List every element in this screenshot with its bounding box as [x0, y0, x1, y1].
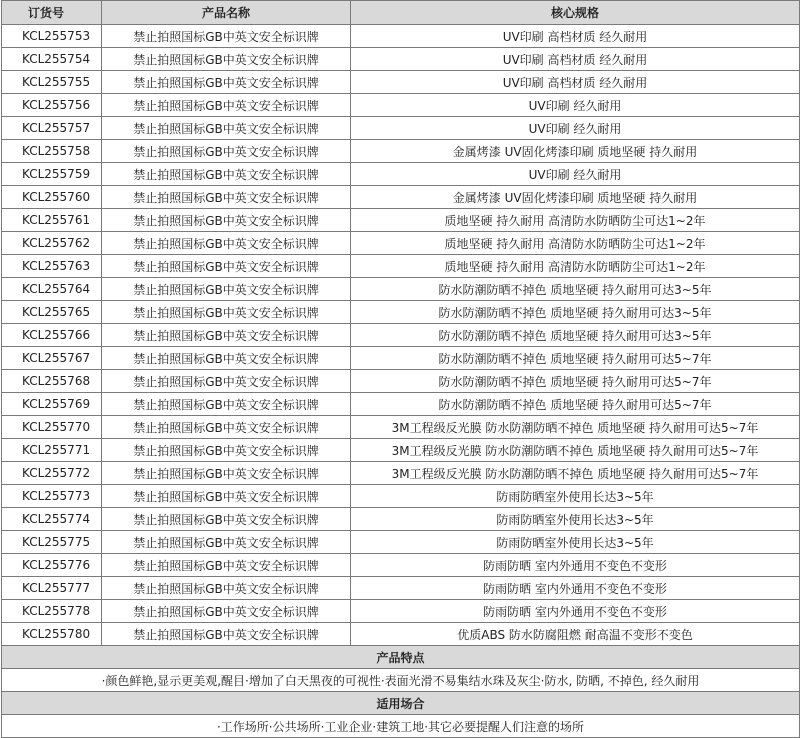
usage-title-row [2, 692, 800, 715]
cell-spec: UV印刷 经久耐用 [351, 94, 800, 117]
header-code: 订货号 [2, 1, 102, 25]
table-row [2, 94, 800, 117]
cell-code: KCL255761 [2, 209, 102, 232]
table-row [2, 623, 800, 646]
cell-name: 禁止拍照国标GB中英文安全标识牌 [102, 508, 351, 531]
cell-spec: 防水防潮防晒不掉色 质地坚硬 持久耐用可达3~5年 [351, 278, 800, 301]
cell-spec: 防水防潮防晒不掉色 质地坚硬 持久耐用可达5~7年 [351, 393, 800, 416]
table-row [2, 71, 800, 94]
table-row [2, 209, 800, 232]
cell-code: KCL255768 [2, 370, 102, 393]
cell-code: KCL255771 [2, 439, 102, 462]
cell-spec: 3M工程级反光膜 防水防潮防晒不掉色 质地坚硬 持久耐用可达5~7年 [351, 462, 800, 485]
cell-code: KCL255777 [2, 577, 102, 600]
cell-name: 禁止拍照国标GB中英文安全标识牌 [102, 301, 351, 324]
table-row [2, 163, 800, 186]
cell-spec: 防水防潮防晒不掉色 质地坚硬 持久耐用可达3~5年 [351, 324, 800, 347]
table-row [2, 186, 800, 209]
cell-name: 禁止拍照国标GB中英文安全标识牌 [102, 554, 351, 577]
cell-code: KCL255775 [2, 531, 102, 554]
usage-text-row [2, 715, 800, 738]
usage-text: ·工作场所·公共场所·工业企业·建筑工地·其它必要提醒人们注意的场所 [2, 715, 800, 738]
cell-code: KCL255769 [2, 393, 102, 416]
cell-spec: UV印刷 经久耐用 [351, 117, 800, 140]
cell-name: 禁止拍照国标GB中英文安全标识牌 [102, 623, 351, 646]
cell-spec: 质地坚硬 持久耐用 高清防水防晒防尘可达1~2年 [351, 209, 800, 232]
cell-name: 禁止拍照国标GB中英文安全标识牌 [102, 278, 351, 301]
table-row [2, 439, 800, 462]
table-row [2, 324, 800, 347]
cell-code: KCL255758 [2, 140, 102, 163]
cell-name: 禁止拍照国标GB中英文安全标识牌 [102, 347, 351, 370]
cell-name: 禁止拍照国标GB中英文安全标识牌 [102, 324, 351, 347]
cell-name: 禁止拍照国标GB中英文安全标识牌 [102, 485, 351, 508]
usage-title: 适用场合 [2, 692, 800, 715]
features-text-row [2, 669, 800, 692]
cell-code: KCL255776 [2, 554, 102, 577]
cell-spec: UV印刷 经久耐用 [351, 163, 800, 186]
cell-name: 禁止拍照国标GB中英文安全标识牌 [102, 209, 351, 232]
cell-name: 禁止拍照国标GB中英文安全标识牌 [102, 255, 351, 278]
table-row [2, 117, 800, 140]
cell-name: 禁止拍照国标GB中英文安全标识牌 [102, 94, 351, 117]
cell-spec: 金属烤漆 UV固化烤漆印刷 质地坚硬 持久耐用 [351, 140, 800, 163]
cell-spec: UV印刷 高档材质 经久耐用 [351, 71, 800, 94]
table-row [2, 462, 800, 485]
cell-code: KCL255780 [2, 623, 102, 646]
cell-name: 禁止拍照国标GB中英文安全标识牌 [102, 117, 351, 140]
table-row [2, 393, 800, 416]
table-row [2, 531, 800, 554]
cell-code: KCL255765 [2, 301, 102, 324]
features-title: 产品特点 [2, 646, 800, 669]
table-row [2, 232, 800, 255]
cell-name: 禁止拍照国标GB中英文安全标识牌 [102, 393, 351, 416]
cell-spec: 防雨防晒室外使用长达3~5年 [351, 508, 800, 531]
cell-name: 禁止拍照国标GB中英文安全标识牌 [102, 462, 351, 485]
header-spec: 核心规格 [351, 1, 800, 25]
cell-code: KCL255778 [2, 600, 102, 623]
cell-spec: 防雨防晒 室内外通用不变色不变形 [351, 577, 800, 600]
cell-code: KCL255772 [2, 462, 102, 485]
table-row [2, 577, 800, 600]
cell-spec: UV印刷 高档材质 经久耐用 [351, 25, 800, 48]
cell-spec: 3M工程级反光膜 防水防潮防晒不掉色 质地坚硬 持久耐用可达5~7年 [351, 439, 800, 462]
cell-spec: 防水防潮防晒不掉色 质地坚硬 持久耐用可达5~7年 [351, 370, 800, 393]
cell-code: KCL255756 [2, 94, 102, 117]
table-row [2, 25, 800, 48]
cell-code: KCL255755 [2, 71, 102, 94]
cell-code: KCL255774 [2, 508, 102, 531]
cell-name: 禁止拍照国标GB中英文安全标识牌 [102, 25, 351, 48]
cell-code: KCL255766 [2, 324, 102, 347]
cell-spec: 防雨防晒室外使用长达3~5年 [351, 485, 800, 508]
cell-spec: UV印刷 高档材质 经久耐用 [351, 48, 800, 71]
cell-name: 禁止拍照国标GB中英文安全标识牌 [102, 232, 351, 255]
cell-spec: 金属烤漆 UV固化烤漆印刷 质地坚硬 持久耐用 [351, 186, 800, 209]
cell-name: 禁止拍照国标GB中英文安全标识牌 [102, 600, 351, 623]
table-row [2, 508, 800, 531]
cell-name: 禁止拍照国标GB中英文安全标识牌 [102, 416, 351, 439]
cell-name: 禁止拍照国标GB中英文安全标识牌 [102, 163, 351, 186]
cell-code: KCL255753 [2, 25, 102, 48]
cell-name: 禁止拍照国标GB中英文安全标识牌 [102, 370, 351, 393]
cell-code: KCL255760 [2, 186, 102, 209]
cell-code: KCL255767 [2, 347, 102, 370]
product-spec-table [1, 0, 800, 738]
table-row [2, 370, 800, 393]
cell-spec: 3M工程级反光膜 防水防潮防晒不掉色 质地坚硬 持久耐用可达5~7年 [351, 416, 800, 439]
cell-name: 禁止拍照国标GB中英文安全标识牌 [102, 71, 351, 94]
table-row [2, 48, 800, 71]
table-row [2, 347, 800, 370]
table-row [2, 255, 800, 278]
cell-name: 禁止拍照国标GB中英文安全标识牌 [102, 140, 351, 163]
cell-name: 禁止拍照国标GB中英文安全标识牌 [102, 48, 351, 71]
cell-name: 禁止拍照国标GB中英文安全标识牌 [102, 439, 351, 462]
cell-code: KCL255763 [2, 255, 102, 278]
table-row [2, 554, 800, 577]
cell-spec: 防雨防晒室外使用长达3~5年 [351, 531, 800, 554]
cell-spec: 防雨防晒 室内外通用不变色不变形 [351, 600, 800, 623]
table-row [2, 485, 800, 508]
cell-spec: 质地坚硬 持久耐用 高清防水防晒防尘可达1~2年 [351, 232, 800, 255]
cell-code: KCL255770 [2, 416, 102, 439]
cell-code: KCL255764 [2, 278, 102, 301]
table-row [2, 600, 800, 623]
table-body [2, 25, 800, 646]
table-row [2, 140, 800, 163]
cell-name: 禁止拍照国标GB中英文安全标识牌 [102, 186, 351, 209]
cell-code: KCL255773 [2, 485, 102, 508]
table-row [2, 301, 800, 324]
header-name: 产品名称 [102, 1, 351, 25]
cell-spec: 防水防潮防晒不掉色 质地坚硬 持久耐用可达5~7年 [351, 347, 800, 370]
cell-spec: 质地坚硬 持久耐用 高清防水防晒防尘可达1~2年 [351, 255, 800, 278]
cell-spec: 防水防潮防晒不掉色 质地坚硬 持久耐用可达3~5年 [351, 301, 800, 324]
features-title-row [2, 646, 800, 669]
features-text: ·颜色鲜艳,显示更美观,醒目·增加了白天黑夜的可视性·表面光滑不易集结水珠及灰尘·防水, 防晒, 不掉色, 经久耐用 [2, 669, 800, 692]
table-row [2, 278, 800, 301]
cell-code: KCL255757 [2, 117, 102, 140]
cell-code: KCL255759 [2, 163, 102, 186]
cell-name: 禁止拍照国标GB中英文安全标识牌 [102, 531, 351, 554]
cell-spec: 防雨防晒 室内外通用不变色不变形 [351, 554, 800, 577]
table-row [2, 416, 800, 439]
header-row [2, 1, 800, 25]
cell-spec: 优质ABS 防水防腐阻燃 耐高温不变形不变色 [351, 623, 800, 646]
cell-name: 禁止拍照国标GB中英文安全标识牌 [102, 577, 351, 600]
cell-code: KCL255762 [2, 232, 102, 255]
cell-code: KCL255754 [2, 48, 102, 71]
